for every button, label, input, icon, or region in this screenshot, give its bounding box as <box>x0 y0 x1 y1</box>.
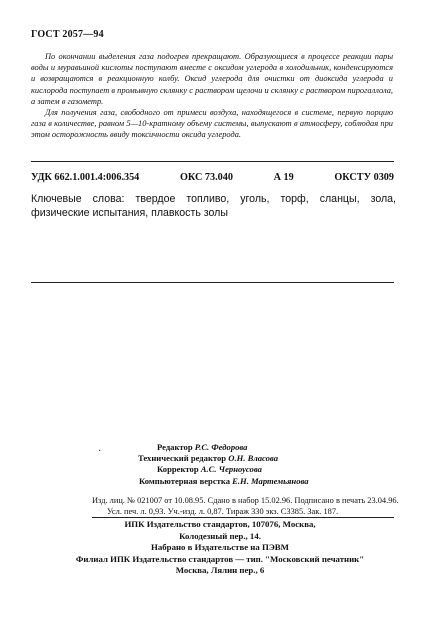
publisher-footer <box>70 519 370 577</box>
body-paragraph: По окончании выделения газа подогрев прекращают. Образующиеся в процессе реакции пары воды и муравьиной кислоты поступают вместе с оксидом углерода в холодильник, конденсируются и возвращаются в реакционную колбу. Оксид углерода для очистки от диоксида углерода и кислорода поступает в промывную склянку с раствором щелочи и склянку с раствором пирогаллола, а затем в газометр. <box>31 52 393 106</box>
publication-line: Усл. печ. л. 0,93. Уч.-изд. л. 0,87. Тираж 330 экз. С3385. Зак. 187. <box>107 507 339 516</box>
credit-editor <box>138 442 368 453</box>
group-code: А 19 <box>273 172 294 183</box>
credit-name: А.С. Черноусова <box>200 464 262 475</box>
credit-tech-editor <box>138 453 368 464</box>
divider-bottom <box>31 282 394 283</box>
credit-layout <box>138 476 368 487</box>
standard-header: ГОСТ 2057—94 <box>31 29 104 40</box>
footer-line: Филиал ИПК Издательство стандартов — тип. "Московский печатник" <box>75 553 365 564</box>
credit-name: Р.С. Федорова <box>194 442 248 452</box>
stray-mark: · <box>98 446 102 457</box>
footer-line: ИПК Издательство стандартов, 107076, Москва, <box>124 519 316 529</box>
credit-role: Корректор <box>157 464 199 475</box>
credit-role: Технический редактор <box>138 453 227 464</box>
udk-code: УДК 662.1.001.4:006.354 <box>31 172 140 183</box>
credits-block <box>138 442 368 487</box>
footer-line: Набрано в Издательстве на ПЭВМ <box>151 542 289 552</box>
credit-role: Редактор <box>157 442 193 452</box>
footer-line: Колодезный пер., 14. <box>179 530 261 541</box>
okstu-code: ОКСТУ 0309 <box>334 172 394 183</box>
credit-name: Е.Н. Мартемьянова <box>232 475 309 486</box>
publication-line: Изд. лиц. № 021007 от 10.08.95. Сдано в набор 15.02.96. Подписано в печать 23.04.96. <box>92 496 399 505</box>
credit-role: Компьютерная верстка <box>139 475 230 486</box>
credit-proofreader <box>138 464 368 475</box>
footer-line: Москва, Лялин пер., 6 <box>175 565 265 575</box>
divider-top <box>31 161 394 162</box>
classification-row <box>31 172 394 183</box>
credit-name: О.Н. Власова <box>228 453 278 464</box>
body-paragraph: Для получения газа, свободного от примеси воздуха, находящегося в системе, первую порцию газа в количестве, равном 5—10-кратному объему системы, выпускают в атмосферу, соблюдая при этом осторожность ввиду токсичности оксида углерода. <box>31 108 393 140</box>
body-text <box>31 51 393 141</box>
oks-code: ОКС 73.040 <box>179 172 233 183</box>
publication-info <box>92 495 399 517</box>
keywords: Ключевые слова: твердое топливо, уголь, торф, сланцы, зола, физические испытания, плавкость золы <box>31 193 396 219</box>
divider-publisher <box>92 517 394 518</box>
